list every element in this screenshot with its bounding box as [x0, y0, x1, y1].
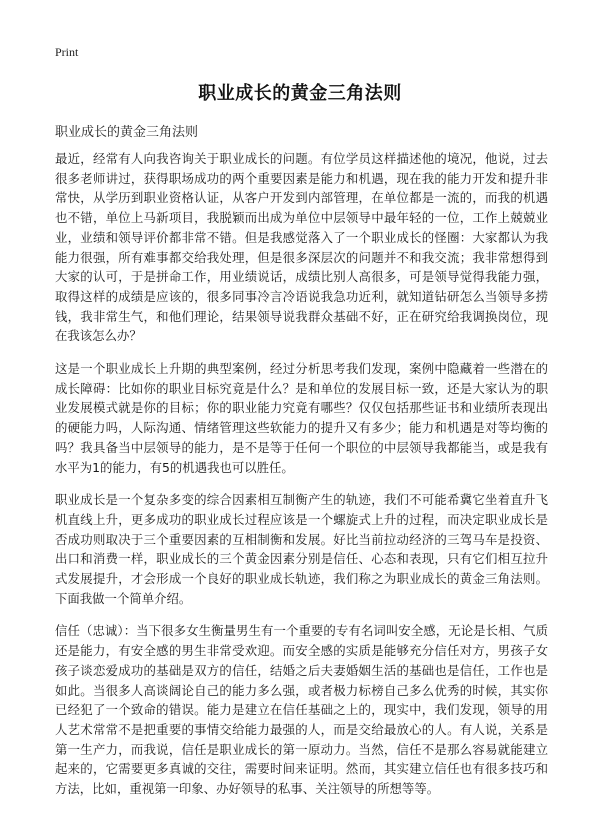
article-body: [55, 149, 548, 812]
paragraph-3: 职业成长是一个复杂多变的综合因素相互制衡产生的轨迹，我们不可能希冀它坐着直升飞机直线上升，更多成功的职业成长过程应该是一个螺旋式上升的过程，而决定职业成长是否成功则取决于三个重要因素的互相制衡和发展。好比当前拉动经济的三驾马车是投资、出口和消费一样，职业成长的三个黄金因素分别是信任、心态和表现，只有它们相互拉升式发展提升，才会形成一个良好的职业成长轨迹，我们称之为职业成长的黄金三角法则。下面我做一个简单介绍。: [55, 492, 548, 606]
print-link[interactable]: Print: [55, 45, 79, 59]
paragraph-2: 这是一个职业成长上升期的典型案例，经过分析思考我们发现，案例中隐藏着一些潜在的成长障碍：比如你的职业目标究竟是什么？是和单位的发展目标一致，还是大家认为的职业发展模式就是你的目标；你的职业能力究竟有哪些？仅仅包括那些证书和业绩所表现出的硬能力吗，人际沟通、情绪管理这些软能力的提升又有多少；能力和机遇是对等均衡的吗？我具备当中层领导的能力，是不是等于任何一个职位的中层领导我都能当，或是我有水平为1的能力，有5的机遇我也可以胜任。: [55, 361, 548, 475]
document-title: 职业成长的黄金三角法则: [198, 83, 402, 104]
paragraph-4: 信任（忠诚）：当下很多女生衡量男生有一个重要的专有名词叫安全感，无论是长相、气质还是能力，有安全感的男生非常受欢迎。而安全感的实质是能够充分信任对方，男孩子女孩子谈恋爱成功的基础是双方的信任，结婚之后夫妻婚姻生活的基础也是信任，工作也是如此。当很多人高谈阔论自己的能力多么强，或者极力标榜自己多么优秀的时候，其实你已经犯了一个致命的错误。能力是建立在信任基础之上的，现实中，我们发现，领导的用人艺术常常不是把重要的事情交给能力最强的人，而是交给最放心的人。有人说，关系是第一生产力，而我说，信任是职业成长的第一原动力。当然，信任不是那么容易就能建立起来的，它需要更多真诚的交往，需要时间来证明。然而，其实建立信任也有很多技巧和方法，比如，重视第一印象、办好领导的私事、关注领导的所想等等。: [55, 623, 548, 797]
paragraph-1: 最近，经常有人向我咨询关于职业成长的问题。有位学员这样描述他的境况，他说，过去很多老师讲过，获得职场成功的两个重要因素是能力和机遇，现在我的能力开发和提升非常快，从学历到职业资格认证，从客户开发到内部管理，在单位都是一流的，而我的机遇也不错，单位上马新项目，我脱颖而出成为单位中层领导中最年轻的一位，工作上兢兢业业，业绩和领导评价都非常不错。但是我感觉落入了一个职业成长的怪圈：大家都认为我能力很强，所有难事都交给我处理，但是很多深层次的问题并不和我交流；我非常想得到大家的认可，于是拼命工作，用业绩说话，成绩比别人高很多，可是领导觉得我能力强，取得这样的成绩是应该的，很多同事冷言冷语说我急功近利，就知道钻研怎么当领导多捞钱，我非常生气，和他们理论，结果领导说我群众基础不好，正在研究给我调换岗位，现在我该怎么办？: [55, 151, 548, 344]
document-subtitle: 职业成长的黄金三角法则: [55, 125, 199, 140]
